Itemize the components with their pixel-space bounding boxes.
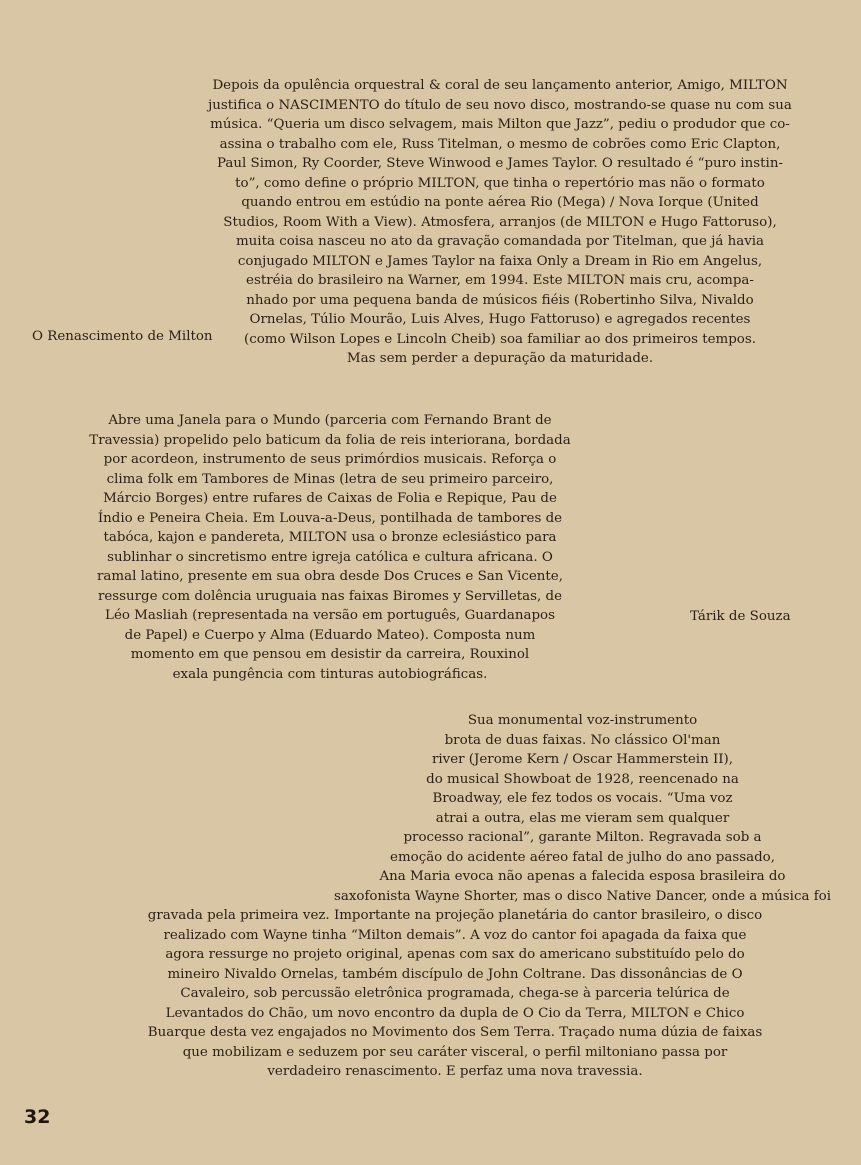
text-line: brota de duas faixas. No clássico Ol'man (444, 732, 721, 748)
text-line: tabóca, kajon e pandereta, MILTON usa o bronze eclesiástico para (103, 530, 557, 545)
text-line: clima folk em Tambores de Minas (letra de seu primeiro parceiro, (106, 471, 554, 487)
text-line: sublinhar o sincretismo entre igreja católica e cultura africana. O (107, 549, 553, 565)
text-line: quando entrou em estúdio na ponte aérea Rio (Mega) / Nova Iorque (United (241, 195, 759, 210)
text-line: Léo Masliah (representada na versão em português, Guardanapos (105, 608, 555, 623)
text-line: Paul Simon, Ry Coorder, Steve Winwood e James Taylor. O resultado é “puro instin- (217, 156, 783, 171)
text-line: Levantados do Chão, um novo encontro da dupla de O Cio da Terra, MILTON e Chico (165, 1005, 745, 1021)
text-line: Broadway, ele fez todos os vocais. “Uma voz (432, 791, 733, 806)
text-line: muita coisa nasceu no ato da gravação comandada por Titelman, que já havia (235, 234, 765, 249)
text-line: atrai a outra, elas me vieram sem qualquer (435, 810, 730, 826)
closing-paragraph (60, 711, 850, 1082)
text-line: (como Wilson Lopes e Lincoln Cheib) soa familiar ao dos primeiros tempos. (243, 331, 756, 347)
text-line: Studios, Room With a View). Atmosfera, arranjos (de MILTON e Hugo Fattoruso), (223, 214, 777, 230)
text-line: to”, como define o próprio MILTON, que tinha o repertório mas não o formato (235, 175, 765, 191)
text-line: Sua monumental voz-instrumento (467, 713, 698, 728)
text-line: Travessia) propelido pelo baticum da folia de reis interiorana, bordada (89, 432, 571, 448)
text-line: saxofonista Wayne Shorter, mas o disco Native Dancer, onde a música foi (333, 888, 832, 904)
text-line: Cavaleiro, sob percussão eletrônica programada, chega-se à parceria telúrica de (180, 986, 730, 1001)
text-line: Buarque desta vez engajados no Movimento dos Sem Terra. Traçado numa dúzia de faixas (147, 1025, 763, 1040)
text-line: exala pungência com tinturas autobiográficas. (172, 666, 488, 682)
text-line: verdadeiro renascimento. E perfaz uma nova travessia. (267, 1064, 643, 1079)
text-line: mineiro Nivaldo Ornelas, também discípulo de John Coltrane. Das dissonâncias de O (167, 966, 743, 982)
article-title: O Renascimento de Milton (32, 329, 213, 344)
text-line: momento em que pensou em desistir da carreira, Rouxinol (130, 647, 530, 662)
text-line: justifica o NASCIMENTO do título de seu novo disco, mostrando-se quase nu com sua (208, 97, 792, 113)
text-line: emoção do acidente aéreo fatal de julho do ano passado, (390, 849, 775, 865)
page-number: 32 (24, 1106, 51, 1128)
text-line: Ornelas, Túlio Mourão, Luis Alves, Hugo Fattoruso) e agregados recentes (249, 312, 751, 327)
text-line: river (Jerome Kern / Oscar Hammerstein II), (431, 752, 734, 767)
text-line: gravada pela primeira vez. Importante na projeção planetária do cantor brasileiro, o disco (147, 908, 763, 923)
text-line: música. “Queria um disco selvagem, mais Milton que Jazz”, pediu o produdor que co- (210, 117, 790, 132)
text-line: que mobilizam e seduzem por seu caráter visceral, o perfil miltoniano passa por (182, 1044, 728, 1060)
text-line: por acordeon, instrumento de seus primórdios musicais. Reforça o (103, 452, 557, 467)
text-line: nhado por uma pequena banda de músicos fiéis (Robertinho Silva, Nivaldo (246, 292, 754, 308)
text-line: assina o trabalho com ele, Russ Titelman, o mesmo de cobrões como Eric Clapton, (219, 136, 781, 152)
author-byline: Tárik de Souza (690, 609, 791, 624)
text-line: Mas sem perder a depuração da maturidade. (346, 351, 654, 366)
text-line: de Papel) e Cuerpo y Alma (Eduardo Mateo). Composta num (124, 627, 536, 643)
text-line: Depois da opulência orquestral & coral de seu lançamento anterior, Amigo, MILTON (212, 78, 788, 93)
text-line: Ana Maria evoca não apenas a falecida esposa brasileira do (379, 869, 786, 884)
text-line: realizado com Wayne tinha “Milton demais”. A voz do cantor foi apagada da faixa que (163, 927, 747, 943)
text-line: Abre uma Janela para o Mundo (parceria com Fernando Brant de (108, 413, 552, 428)
intro-paragraph (150, 76, 850, 369)
text-line: conjugado MILTON e James Taylor na faixa Only a Dream in Rio em Angelus, (237, 253, 763, 269)
text-line: estréia do brasileiro na Warner, em 1994. Este MILTON mais cru, acompa- (246, 273, 754, 288)
text-line: Índio e Peneira Cheia. Em Louva-a-Deus, pontilhada de tambores de (97, 510, 563, 526)
text-line: processo racional”, garante Milton. Regravada sob a (403, 830, 762, 845)
text-line: do musical Showboat de 1928, reencenado na (426, 771, 739, 787)
text-line: agora ressurge no projeto original, apenas com sax do americano substituído pelo do (165, 947, 745, 962)
middle-paragraph (60, 411, 600, 684)
text-line: Márcio Borges) entre rufares de Caixas de Folia e Repique, Pau de (103, 491, 557, 506)
text-line: ramal latino, presente em sua obra desde Dos Cruces e San Vicente, (97, 569, 563, 584)
text-line: ressurge com dolência uruguaia nas faixas Biromes y Servilletas, de (97, 588, 563, 604)
